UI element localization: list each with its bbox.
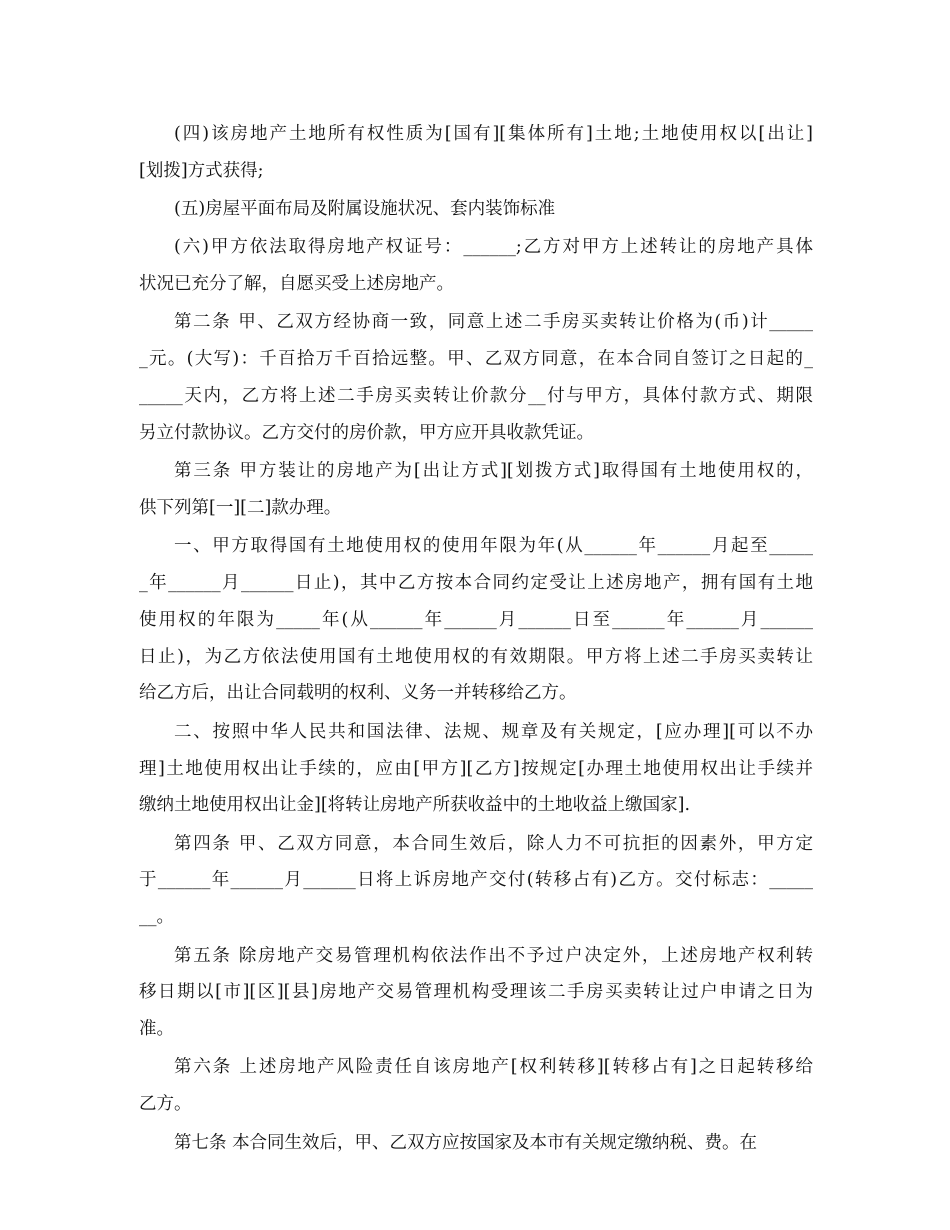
text-line: 给乙方后，出让合同载明的权利、义务一并转移给乙方。 bbox=[139, 683, 577, 704]
text-line: 第四条 甲、乙双方同意，本合同生效后，除人力不可抗拒的因素外，甲方定 bbox=[174, 833, 813, 854]
text-line: 第二条 甲、乙双方经协商一致，同意上述二手房买卖转让价格为(币)计_____ bbox=[174, 312, 813, 333]
paragraph-article-3-item-2 bbox=[139, 714, 813, 824]
paragraph-article-3 bbox=[139, 453, 813, 527]
text-line: 第七条 本合同生效后，甲、乙双方应按国家及本市有关规定缴纳税、费。在 bbox=[174, 1132, 758, 1153]
paragraph-article-3-item-1 bbox=[139, 528, 813, 712]
text-line: 一、甲方取得国有土地使用权的使用年限为年(从______年______月起至_____ bbox=[174, 536, 813, 557]
text-line: _元。(大写)：千百拾万千百拾远整。甲、乙双方同意，在本合同自签订之日起的_ bbox=[139, 349, 813, 370]
paragraph-article-6 bbox=[139, 1049, 813, 1123]
paragraph-property-land-nature bbox=[139, 116, 813, 190]
text-line: 乙方。 bbox=[139, 1094, 192, 1115]
text-line: 日止)，为乙方依法使用国有土地使用权的有效期限。甲方将上述二手房买卖转让 bbox=[139, 646, 813, 667]
text-line: 二、按照中华人民共和国法律、法规、规章及有关规定，[应办理][可以不办 bbox=[174, 721, 813, 742]
paragraph-article-4 bbox=[139, 826, 813, 936]
text-line: 第三条 甲方装让的房地产为[出让方式][划拨方式]取得国有土地使用权的， bbox=[174, 461, 813, 482]
paragraph-house-layout-decoration bbox=[139, 191, 813, 228]
text-line: 准。 bbox=[139, 1019, 174, 1040]
text-line: __。 bbox=[139, 907, 174, 928]
text-line: _年______月______日止)，其中乙方按本合同约定受让上述房地产，拥有国有土地 bbox=[139, 573, 813, 594]
text-line: (六)甲方依法取得房地产权证号：______;乙方对甲方上述转让的房地产具体 bbox=[174, 237, 813, 258]
text-line: _____天内，乙方将上述二手房买卖转让价款分__付与甲方，具体付款方式、期限 bbox=[139, 386, 813, 407]
paragraph-article-2 bbox=[139, 304, 813, 451]
text-line: 移日期以[市][区][县]房地产交易管理机构受理该二手房买卖转让过户申请之日为 bbox=[139, 982, 813, 1003]
text-line: 理]土地使用权出让手续的，应由[甲方][乙方]按规定[办理土地使用权出让手续并 bbox=[139, 758, 813, 779]
text-line: 另立付款协议。乙方交付的房价款，甲方应开具收款凭证。 bbox=[139, 422, 594, 443]
contract-body bbox=[139, 116, 813, 1163]
text-line: 于______年______月______日将上诉房地产交付(转移占有)乙方。交付标志：_____ bbox=[139, 870, 813, 891]
text-line: (四)该房地产土地所有权性质为[国有][集体所有]土地;土地使用权以[出让] bbox=[174, 124, 813, 144]
text-line: [划拨]方式获得; bbox=[139, 160, 264, 181]
paragraph-article-7 bbox=[139, 1125, 813, 1162]
text-line: 第六条 上述房地产风险责任自该房地产[权利转移][转移占有]之日起转移给 bbox=[174, 1057, 813, 1078]
text-line: 状况已充分了解，自愿买受上述房地产。 bbox=[139, 274, 454, 295]
text-line: 缴纳土地使用权出让金][将转让房地产所获收益中的土地收益上缴国家]. bbox=[139, 795, 691, 816]
text-line: 供下列第[一][二]款办理。 bbox=[139, 497, 342, 518]
text-line: (五)房屋平面布局及附属设施状况、套内装饰标准 bbox=[174, 199, 556, 220]
text-line: 第五条 除房地产交易管理机构依法作出不予过户决定外，上述房地产权利转 bbox=[174, 945, 813, 966]
paragraph-property-certificate bbox=[139, 229, 813, 303]
text-line: 使用权的年限为_____年(从______年______月______日至______年______月______ bbox=[139, 609, 813, 630]
paragraph-article-5 bbox=[139, 938, 813, 1048]
